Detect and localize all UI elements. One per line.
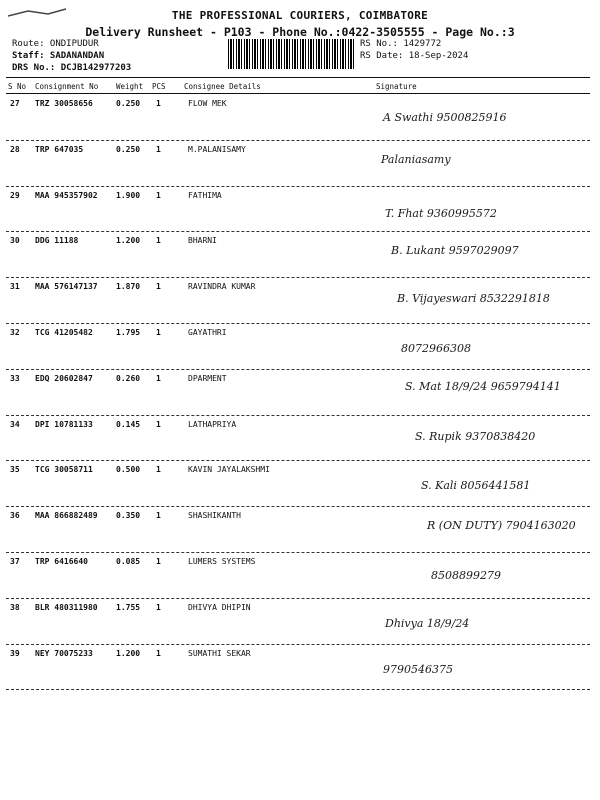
row-sno: 29 — [10, 190, 20, 200]
signature-cell — [375, 101, 590, 141]
drs-number: DRS No.: DCJB142977203 — [12, 63, 132, 73]
row-consignment-no: NEY 70075233 — [35, 648, 93, 658]
row-pcs: 1 — [156, 236, 161, 246]
row-sno: 32 — [10, 328, 20, 337]
signature-cell — [375, 559, 590, 599]
row-consignment-no: EDQ 20602847 — [35, 373, 93, 383]
signature-cell — [375, 330, 590, 370]
col-consignee: Consignee Details — [184, 82, 261, 91]
row-sno: 37 — [10, 557, 20, 566]
row-sno: 27 — [10, 99, 20, 108]
row-consignee: DPARMENT — [188, 373, 227, 383]
row-weight: 1.870 — [116, 282, 141, 292]
row-weight: 1.900 — [116, 190, 141, 200]
row-pcs: 1 — [156, 557, 161, 566]
row-pcs: 1 — [156, 602, 161, 612]
row-divider — [6, 506, 590, 507]
row-sno: 33 — [10, 373, 20, 383]
row-divider — [6, 140, 590, 141]
row-weight: 0.145 — [116, 419, 141, 429]
row-pcs: 1 — [156, 419, 161, 429]
handwritten-signature: Palaniasamy — [381, 152, 451, 166]
row-weight: 0.250 — [116, 99, 141, 108]
row-sno: 34 — [10, 419, 20, 429]
row-weight: 0.250 — [116, 144, 141, 154]
row-consignee: M.PALANISAMY — [188, 144, 246, 154]
route-label: Route: ONDIPUDUR — [12, 39, 99, 49]
signature-cell — [375, 376, 590, 416]
staff-label: Staff: SADANANDAN — [12, 51, 105, 61]
row-sno: 35 — [10, 465, 20, 475]
row-pcs: 1 — [156, 328, 161, 337]
col-weight: Weight — [116, 82, 144, 91]
table-row — [0, 143, 600, 190]
table-row — [0, 601, 600, 648]
row-consignee: DHIVYA DHIPIN — [188, 602, 251, 612]
rs-number: RS No.: 1429772 — [360, 39, 442, 49]
row-weight: 1.200 — [116, 236, 141, 246]
row-consignee: KAVIN JAYALAKSHMI — [188, 465, 270, 475]
row-divider — [6, 231, 590, 232]
row-divider — [6, 415, 590, 416]
row-pcs: 1 — [156, 282, 161, 292]
signature-cell — [375, 284, 590, 324]
signature-cell — [375, 422, 590, 462]
row-consignee: SHASHIKANTH — [188, 511, 241, 521]
signature-cell — [375, 193, 590, 233]
signature-cell — [375, 605, 590, 645]
table-row — [0, 234, 600, 281]
company-title: THE PROFESSIONAL COURIERS, COIMBATORE — [171, 9, 429, 22]
col-signature: Signature — [376, 82, 417, 91]
handwritten-signature: S. Kali 8056441581 — [421, 479, 531, 493]
handwritten-signature: 8508899279 — [431, 569, 501, 582]
signature-cell — [375, 651, 590, 691]
row-consignment-no: TRZ 30058656 — [35, 99, 93, 108]
row-divider — [6, 323, 590, 324]
row-weight: 0.085 — [116, 557, 141, 566]
row-divider — [6, 644, 590, 645]
signature-cell — [375, 513, 590, 553]
row-weight: 0.260 — [116, 373, 141, 383]
row-weight: 0.500 — [116, 465, 141, 475]
header-bottom-rule — [6, 93, 590, 94]
row-consignment-no: MAA 866882489 — [35, 511, 98, 521]
col-consignment: Consignment No — [35, 82, 99, 91]
row-pcs: 1 — [156, 511, 161, 521]
col-pcs: PCS — [152, 82, 166, 91]
handwritten-signature: 9790546375 — [383, 662, 453, 676]
handwritten-signature: R (ON DUTY) 7904163020 — [427, 519, 576, 533]
signature-cell — [375, 467, 590, 507]
handwritten-signature: S. Rupik 9370838420 — [415, 429, 536, 443]
table-row — [0, 647, 600, 694]
row-pcs: 1 — [156, 144, 161, 154]
row-pcs: 1 — [156, 190, 161, 200]
table-row — [0, 280, 600, 327]
table-row — [0, 189, 600, 236]
row-divider — [6, 598, 590, 599]
table-row — [0, 326, 600, 373]
table-row — [0, 372, 600, 419]
row-sno: 30 — [10, 236, 20, 246]
row-sno: 31 — [10, 282, 20, 292]
table-row — [0, 97, 600, 144]
row-sno: 28 — [10, 144, 20, 154]
runsheet-subtitle: Delivery Runsheet - P103 - Phone No.:0422-3505555 - Page No.:3 — [85, 25, 515, 39]
row-divider — [6, 689, 590, 690]
row-consignee: LATHAPRIYA — [188, 419, 237, 429]
row-consignee: LUMERS SYSTEMS — [188, 557, 256, 566]
row-consignee: FATHIMA — [188, 190, 222, 200]
row-divider — [6, 460, 590, 461]
row-consignment-no: DDG 11188 — [35, 236, 79, 246]
row-consignment-no: TRP 6416640 — [35, 557, 88, 566]
row-sno: 36 — [10, 511, 20, 521]
row-consignment-no: TRP 647035 — [35, 144, 84, 154]
handwritten-signature: A Swathi 9500825916 — [383, 111, 507, 124]
handwritten-signature: B. Lukant 9597029097 — [391, 244, 519, 258]
table-row — [0, 509, 600, 556]
signature-cell — [375, 238, 590, 278]
barcode — [228, 39, 354, 69]
handwritten-signature: B. Vijayeswari 8532291818 — [397, 292, 550, 306]
row-consignment-no: BLR 480311980 — [35, 602, 98, 612]
row-consignment-no: TCG 41205482 — [35, 328, 93, 337]
handwritten-signature: T. Fhat 9360995572 — [385, 206, 497, 220]
row-consignee: SUMATHI SEKAR — [188, 648, 251, 658]
row-divider — [6, 552, 590, 553]
handwritten-signature: 8072966308 — [401, 342, 471, 355]
row-pcs: 1 — [156, 373, 161, 383]
row-divider — [6, 186, 590, 187]
row-divider — [6, 277, 590, 278]
signature-cell — [375, 147, 590, 187]
row-weight: 0.350 — [116, 511, 141, 521]
table-top-rule — [6, 77, 590, 78]
handwritten-signature: Dhivya 18/9/24 — [385, 616, 470, 630]
row-weight: 1.795 — [116, 328, 141, 337]
row-weight: 1.755 — [116, 602, 141, 612]
handwritten-signature: S. Mat 18/9/24 9659794141 — [405, 379, 561, 393]
row-weight: 1.200 — [116, 648, 141, 658]
row-consignment-no: DPI 10781133 — [35, 419, 93, 429]
row-consignee: RAVINDRA KUMAR — [188, 282, 256, 292]
row-sno: 38 — [10, 602, 20, 612]
row-pcs: 1 — [156, 648, 161, 658]
rs-date: RS Date: 18-Sep-2024 — [360, 51, 469, 61]
row-consignment-no: MAA 945357902 — [35, 190, 98, 200]
row-consignee: BHARNI — [188, 236, 217, 246]
row-consignee: FLOW MEK — [188, 99, 227, 108]
row-consignment-no: TCG 30058711 — [35, 465, 93, 475]
row-pcs: 1 — [156, 99, 161, 108]
row-sno: 39 — [10, 648, 20, 658]
row-consignee: GAYATHRI — [188, 328, 227, 337]
table-row — [0, 418, 600, 465]
col-sno: S No — [8, 82, 27, 91]
table-row — [0, 463, 600, 510]
row-consignment-no: MAA 576147137 — [35, 282, 98, 292]
row-pcs: 1 — [156, 465, 161, 475]
row-divider — [6, 369, 590, 370]
table-row — [0, 555, 600, 602]
